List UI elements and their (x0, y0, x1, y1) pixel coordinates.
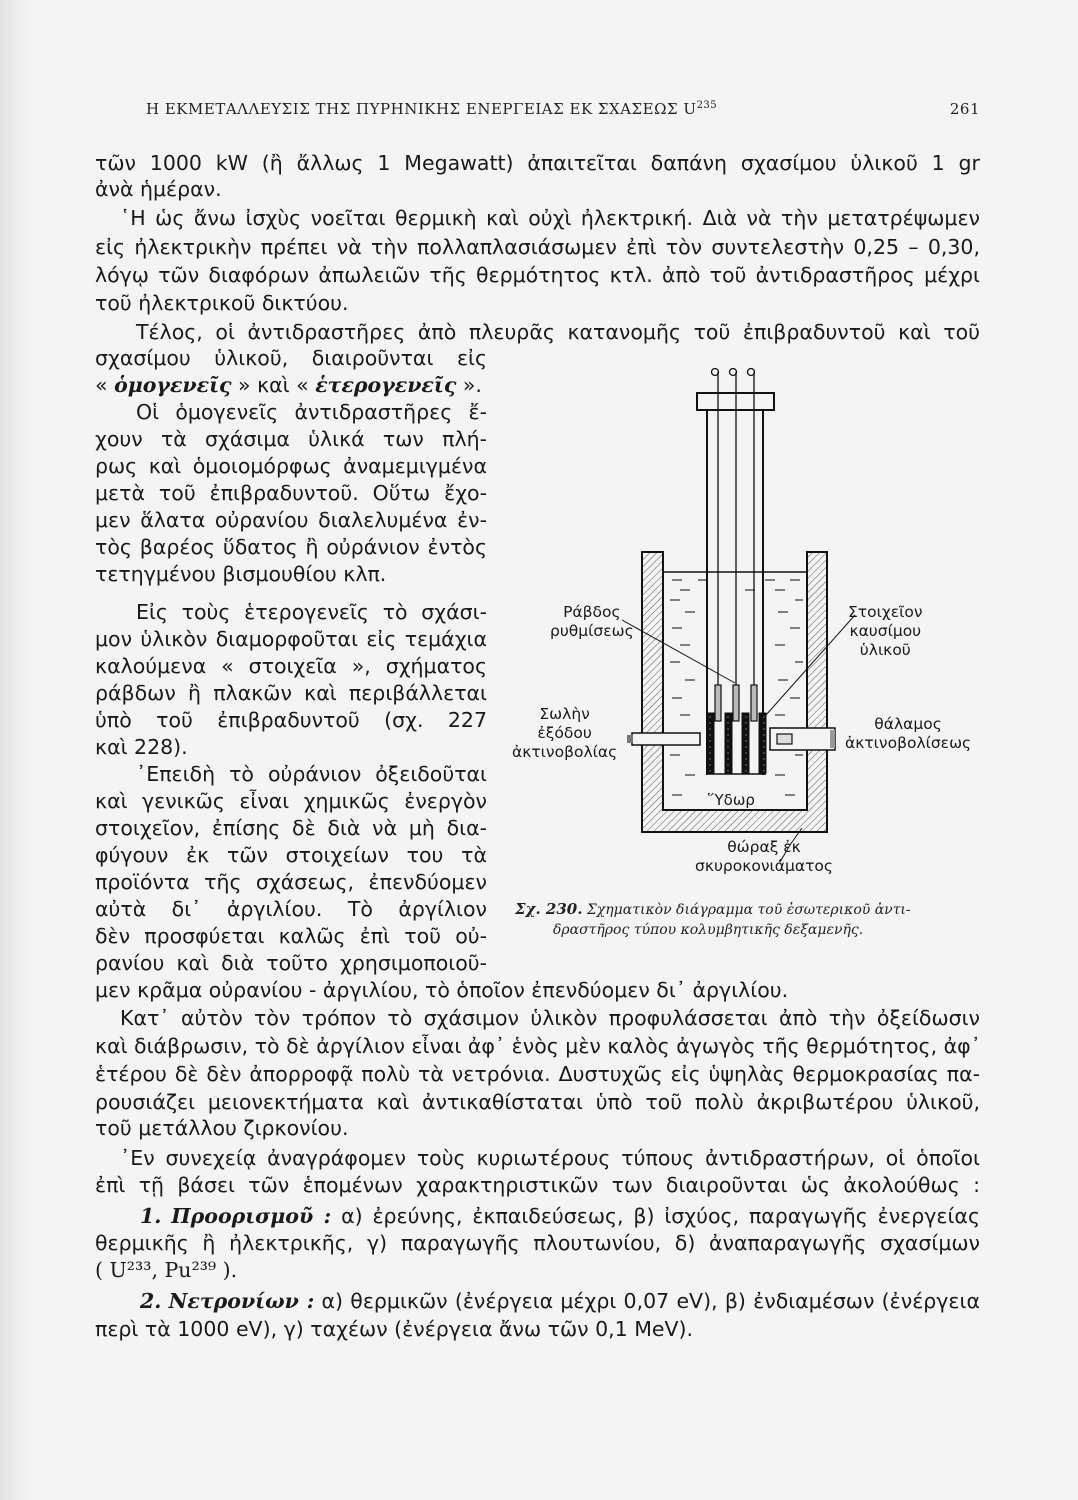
list-item-neutrons: 2. Νετρονίων : α) θερμικῶν (ἐνέργεια μέχρι 0,07 eV), β) ἐνδιαμέσων (ἐνέργεια (140, 1289, 980, 1313)
fuel-elements (707, 713, 766, 773)
list-heading: Νετρονίων : (168, 1289, 315, 1313)
text-line: Οἱ ὁμογενεῖς ἀντιδραστῆρες ἔ- (136, 400, 487, 424)
text-line: λόγῳ τῶν διαφόρων ἀπωλειῶν τῆς θερμότητος κτλ. ἀπὸ τοῦ ἀντιδραστῆρος μέχρι (95, 263, 980, 287)
text-line: τῶν 1000 kW (ἢ ἄλλως 1 Megawatt) ἀπαιτεῖται δαπάνη σχασίμου ὑλικοῦ 1 gr (95, 151, 980, 175)
list-heading: Προορισμοῦ : (171, 1204, 332, 1228)
page-number: 261 (949, 100, 980, 118)
text-line: στοιχεῖον, ἐπίσης δὲ διὰ νὰ μὴ δια- (95, 816, 487, 840)
text-line: καλούμενα « στοιχεῖα », σχήματος (95, 654, 487, 678)
text-line: Τέλος, οἱ ἀντιδραστῆρες ἀπὸ πλευρᾶς κατανομῆς τοῦ ἐπιβραδυντοῦ καὶ τοῦ (136, 320, 980, 344)
text-line: τοῦ ἠλεκτρικοῦ δικτύου. (95, 291, 349, 315)
label-exit-tube: Σωλὴν ἐξόδου ἀκτινοβολίας (512, 705, 618, 761)
text-line: ἐπὶ τῇ βάσει τῶν ἑπομένων χαρακτηριστικῶν των διαιροῦνται ὡς ἀκολούθως : (95, 1173, 980, 1197)
text-line: Εἰς τοὺς ἑτερογενεῖς τὸ σχάσι- (136, 600, 487, 624)
text-line: τοῦ μετάλλου ζιρκονίου. (95, 1116, 349, 1140)
text-line: ᾿Εν συνεχείᾳ ἀναγράφομεν τοὺς κυριωτέρους τύπους ἀντιδραστήρων, οἱ ὁποῖοι (120, 1146, 980, 1170)
control-rod-wires (712, 369, 755, 686)
label-concrete-shield: θώραξ ἐκ σκυροκονιάματος (695, 838, 833, 875)
text-line: εἰς ἠλεκτρικὴν πρέπει νὰ τὴν πολλαπλασιάσωμεν ἐπὶ τὸν συντελεστὴν 0,25 – 0,30, (95, 235, 980, 259)
text-line: μον ὑλικὸν διαμορφοῦται εἰς τεμάχια (95, 627, 487, 651)
running-header (146, 100, 980, 118)
text-line: « ὁμογενεῖς » καὶ « ἑτερογενεῖς ». (95, 373, 482, 397)
text-line: Κατ᾿ αὐτὸν τὸν τρόπον τὸ σχάσιμον ὑλικὸν προφυλάσσεται ἀπὸ τὴν ὀξείδωσιν (120, 1006, 980, 1030)
text-line: μετὰ τοῦ ἐπιβραδυντοῦ. Οὕτω ἔχο- (95, 481, 487, 505)
running-title: Η ΕΚΜΕΤΑΛΛΕΥΣΙΣ ΤΗΣ ΠΥΡΗΝΙΚΗΣ ΕΝΕΡΓΕΙΑΣ ΕΚ ΣΧΑΣΕΩΣ $U^{235}$ (146, 100, 718, 118)
text-line: τετηγμένου βισμουθίου κλπ. (95, 562, 387, 586)
text-line: μεν ἅλατα οὐρανίου διαλελυμένα ἐν- (95, 508, 487, 532)
label-water: ῞Υδωρ (707, 791, 755, 809)
text-line: ῾Η ὡς ἄνω ἰσχὺς νοεῖται θερμικὴ καὶ οὐχὶ ἠλεκτρική. Διὰ νὰ τὴν μετατρέψωμεν (120, 206, 980, 230)
text-line: ρουσιάζει μειονεκτήματα καὶ ἀντικαθίσταται ὑπὸ τοῦ πολὺ ἀκριβωτέρου ὑλικοῦ, (95, 1090, 980, 1114)
text-line: καὶ γενικῶς εἶναι χημικῶς ἐνεργὸν (95, 789, 487, 813)
text-line: θερμικῆς ἢ ἠλεκτρικῆς, γ) παραγωγῆς πλουτωνίου, δ) ἀναπαραγωγῆς σχασίμων (95, 1231, 980, 1255)
text-line: χουν τὰ σχάσιμα ὑλικά των πλή- (95, 427, 487, 451)
text-line: δὲν προσφύεται καλῶς ἐπὶ τοῦ οὐ- (95, 924, 487, 948)
text-line: ὑπὸ τοῦ ἐπιβραδυντοῦ (σχ. 227 (95, 708, 487, 732)
text-line: σχασίμου ὑλικοῦ, διαιροῦνται εἰς (95, 346, 487, 370)
text-line: ράβδων ἢ πλακῶν καὶ περιβάλλεται (95, 681, 487, 705)
figure-caption-line2: δραστῆρος τύπου κολυμβητικῆς δεξαμενῆς. (553, 922, 864, 938)
text-line: καὶ 228). (95, 735, 188, 759)
label-fuel-element: Στοιχεῖον καυσίμου ὑλικοῦ (848, 603, 923, 659)
control-rods (715, 685, 757, 721)
text-line: τὸς βαρέος ὕδατος ἢ οὐράνιον ἐντὸς (95, 535, 487, 559)
label-irradiation-chamber: θάλαμος ἀκτινοβολίσεως (845, 715, 972, 752)
text-line: ρως καὶ ὁμοιομόρφως ἀναμεμιγμένα (95, 454, 487, 478)
text-line: ἑτέρου δὲ δὲν ἀπορροφᾷ πολὺ τὰ νετρόνια. Δυστυχῶς εἰς ὑψηλὰς θερμοκρασίας πα- (95, 1062, 980, 1086)
text-line: μεν κρᾶμα οὐρανίου - ἀργιλίου, τὸ ὁποῖον ἐπενδύομεν δι᾿ ἀργιλίου. (95, 978, 789, 1002)
text-line: ρανίου καὶ διὰ τοῦτο χρησιμοποιοῦ- (95, 951, 487, 975)
text-line: αὐτὰ δι᾿ ἀργιλίου. Τὸ ἀργίλιον (95, 897, 487, 921)
text-line: φύγουν ἐκ τῶν στοιχείων του τὰ (95, 843, 487, 867)
figure-caption: Σχ. 230. Σχηματικὸν διάγραμμα τοῦ ἐσωτερικοῦ ἀντι- (515, 900, 911, 918)
text-line: προϊόντα τῆς σχάσεως, ἐπενδύομεν (95, 870, 487, 894)
text-line: ᾿Επειδὴ τὸ οὐράνιον ὀξειδοῦται (136, 762, 487, 786)
text-line: περὶ τὰ 1000 eV), γ) ταχέων (ἐνέργεια ἄνω τῶν 0,1 MeV). (95, 1317, 694, 1341)
label-control-rod: Ράβδος ρυθμίσεως (550, 603, 634, 640)
text-line: ἀνὰ ἡμέραν. (95, 177, 222, 201)
list-item-purpose: 1. Προορισμοῦ : α) ἐρεύνης, ἐκπαιδεύσεως, β) ἰσχύος, παραγωγῆς ἐνεργείας (140, 1204, 980, 1228)
figure-number: Σχ. 230. (515, 900, 583, 918)
text-line: ( U²³³, Pu²³⁹ ). (95, 1258, 238, 1282)
term-heterogeneous: ἑτερογενεῖς (315, 373, 457, 397)
scan-gutter-shadow (0, 0, 34, 1500)
text-line: καὶ διάβρωσιν, τὸ δὲ ἀργίλιον εἶναι ἀφ᾿ ἑνὸς μὲν καλὸς ἀγωγὸς τῆς θερμότητος, ἀφ᾿ (95, 1034, 981, 1058)
term-homogeneous: ὁμογενεῖς (114, 373, 232, 397)
